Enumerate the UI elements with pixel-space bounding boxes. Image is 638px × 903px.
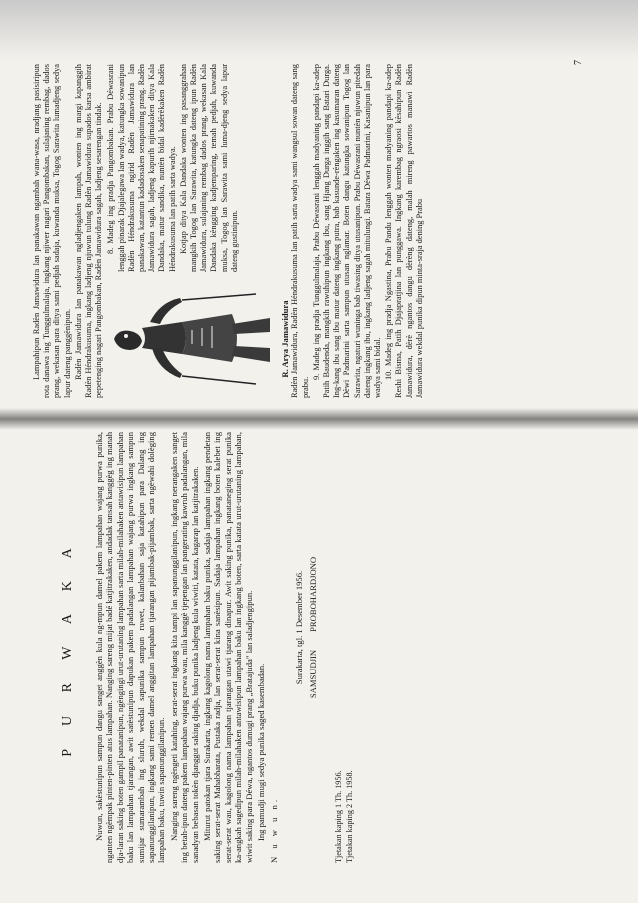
section-8-paragraph: 8. Madeg ing pradja Pangombakan. Prabu Déwasrani lenggah pinarak Djajalegawa lan wadya, katungka sowanipun Radèn Héndrakusuma ngirid Radèn Jamawidura lan panakawan, katantun kadadosaken senapatining prang. Radèn Jamawidura sagah, ladjeng kapurih njirnakaken ditya Kala Dandaka, matur sandika, nuntèn bidal kadèrèkaken Radèn Héndrakusuma lan patih sarta wadya. — [106, 64, 177, 272]
wayang-figure — [106, 280, 290, 398]
signatory-names — [307, 432, 319, 863]
intro-paragraph-2: Radèn Jamawidura lan panakawan ngladjengaken lampah, wonten ing margi kapanggih Radèn Héndrakusuma, ingkang ladjeng njuwun tulung Radèn Jamawidura supados karsa ambirat pepetenging nagari Pangombakan, Radèn Jamawidura sagah, ladjeng sesarengan tindak. — [73, 64, 104, 398]
signature-block — [293, 432, 319, 863]
page-title: P U R W A K A — [60, 538, 75, 757]
section-9-paragraph: 9. Madeg ing pradja Tunggulmalaja, Prabu Déwasrani lenggah madyaning pandapi ka-adep Patih Baudenda, mangkih rawuhipun ingkang ibu, sang Hjang Durga inggih sang Batari Durga. Ing-kang ibu sang ibu matur dateng ingkang putra, bab kasunde-rèngaken ing kasumaran dateng Dèwi Padmarini sarta sampun utusan nglamar. Boten dangu katungka sowanipun Togog lan Sarawita, ngaturi wuninga bab tiwasing ditya utusanipun. Prabu Déwasrani nuntèn njuwun pitedah dateng ingkang ibu, ingkang ladjeng sagah mitulungi. Batara Déwa Padmarini, Kasanipun lan para wadya sami bidal. — [311, 64, 383, 398]
purwaka-page — [18, 420, 608, 875]
figure-and-text — [106, 64, 290, 398]
purwaka-paragraph-4: Ing pamudji mugi sedya punika saged kasembadan. — [256, 663, 267, 841]
purwaka-paragraph-2: Nanging sareng ngèngeti katahing, serat-serat ingkang kita tampi lan sapanunggilanipun, ingkang nerangaken sanget ing betah-ipun dateng pakem lampahan wajang purwa wau, mila kanggè tjepengan lan pangerating kawruh padalangan, mila sanadyan bebasan tokèn djanggut saking djadja, buku punika ladjeng kula wiwiti, katata, kagarap lan katjitrakaken. — [168, 432, 200, 863]
section-8c-paragraph: Radèn Jamawidura, Radèn Héndrakusuma lan patih sarta wadya sami wangsul sowan dateng sang prabu. — [290, 64, 310, 398]
signatory-2: PROBOHARDJONO — [307, 556, 318, 632]
print-note-1: Tjetakan kaping 1 Th. 1956. — [333, 770, 343, 863]
purwaka-paragraph-3: Miturut patokan tjara Surakarta, ingkang kagolong nama lampahan baku punika, sadaja lampahan ingkang pendetan saking serat-serat Mahabharata, Pustaka radja, lan serat-serat kina sanèsipun. Sadaja lampahan ingkang boten kalebet ing serat-serat wau, kagolong nama lampahan tjarangan utawi tjarang dinapur. Awit saking punika, panataneging serat punika ka-angkah sagedipun milah-milahaken antawisipun lampahan baku lan ingkang boten, sarta katata urut-urutaning lampahan, wiwit saking para Déwa, ngantos dumugi prang „Bratajuda” lan saladjengipun. — [202, 432, 254, 863]
signatory-1: SAMSUDJIN — [307, 649, 318, 699]
section-8b-paragraph: Kotjap ditya Kala Dandaka wonten ing pasanggrahan mangkih Togog lan Sarawita, katungka dateng ipun Radèn Jamawidura, sulajaning rembag dados prang, wekasan Kala Dandaka kèngging kadjemparing, temah pedjah, kuwanda muksa, Togog lan Sarawita sami luma-djeng sedya lapur dateng gustinipun. — [178, 64, 239, 272]
closing-greeting: N u w u n. — [268, 796, 279, 863]
scan-shadow — [0, 0, 638, 60]
print-edition-notes — [333, 432, 355, 863]
wayang-puppet-illustration — [106, 284, 276, 394]
print-note-2: Tjetakan kaping 2 Th. 1958. — [344, 770, 354, 863]
story-page — [28, 56, 588, 406]
purwaka-paragraph-1: Nuwun, sakèstunipun sampun dangu sanget anggèn kula ng-mpun damel pakem lampahan wajang purwa punika, nganten ngèmpak pinten-pinten atus lampahan. Nanging sareng mijat badé katjitrakaken, andadak tansah kanggèg ing manah dja-laran saking boten gampil panatanipun, ngèngingi urut-urutaning lampahan sarta milah-milahaken antawisipun lampahan baku lan lampahan tjarangan, awit satèstunipun dapukan pakem padalangan lampahan wajang purwa ingkang sampun sumijar sumarambah ing sluruh, wekdal sapunika sampun ruwet, kalanbahan saja katahipun para Dalang ing sapanunggilanipun, ingkang sami remen damel anggitan lampahan tjarangan pijambak-pijambak, sarta ngèwahi dolèging lampahan baku, tuwin sapanunggilanipun. — [94, 432, 167, 863]
signature-date: Surakarta, tgl. 1 Desember 1956. — [293, 570, 304, 685]
page-number: 7 — [573, 60, 584, 65]
section-8-column — [106, 64, 290, 272]
figure-caption: R. Arya Jamawidura — [280, 300, 291, 378]
section-10-paragraph: 10. Madeg ing pradja Ngastina, Prabu Pandu lenggah wonten madyaning pandapi ka-adep Reshi Bisma, Patih Djajapratjina lan punggawa. Ingkang karembag ngraosi kèsahipun Radèn Jamawidura, dèrè ngantos dangu dèrèng dateng, malah mireng pawartos manawi Radèn Jamawidura wekdal punika dipun minta-sraja dening Prabu — [384, 64, 424, 398]
intro-paragraph-1: Lampahipun Radèn Jamawidura lan panakawan ngambah wana-wasa, nradjang pasisiripun rota danawa ing Tunggulmalaja, ingkang njiwer nagari Pangombakan, sulajaning rembag, dados prang, wekasan para ditya sami pedjah sadaja, kuwanda muksa, Togog Sarawita lumadjeng sedya lapur dateng panggènipun. — [32, 64, 72, 398]
